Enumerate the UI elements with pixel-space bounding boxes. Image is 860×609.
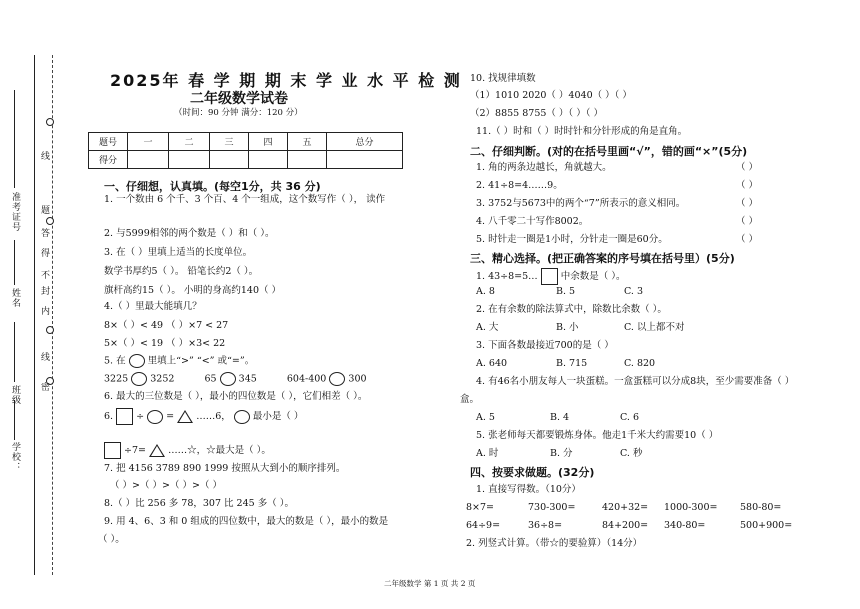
choice-2-option-c[interactable]: C. 以上都不对 [624, 322, 685, 333]
q5-prefix: 5. 在 [104, 355, 126, 367]
square-symbol [541, 268, 558, 285]
score-header: 题号 [89, 133, 128, 151]
choice-2: 2. 在有余数的除法算式中，除数比余数（ ）。 [476, 304, 667, 315]
name-label: 姓名 [10, 288, 20, 308]
question-4a: 8×（ ）< 49 （ ）×7 < 27 [104, 320, 229, 331]
judge-2: 2. 41÷8=4……9。 [476, 180, 563, 191]
question-2: 2. 与5999相邻的两个数是（ ）和（ ）。 [104, 228, 275, 239]
score-cell[interactable] [288, 151, 327, 169]
seal-char: 题 [39, 205, 49, 215]
choice-3: 3. 下面各数最接近700的是（ ） [476, 340, 614, 351]
question-10: 10. 找规律填数 [470, 73, 536, 84]
q5-num: 345 [238, 373, 257, 385]
seal-char: 线 [39, 352, 49, 362]
score-header: 五 [288, 133, 327, 151]
q5-num: 300 [348, 373, 367, 385]
seal-char: 不 [39, 270, 49, 280]
q6c-suffix: ……☆，☆最大是（ ）。 [168, 445, 271, 456]
question-10a: （1）1010 2020（ ）4040（ ）（ ） [470, 90, 632, 101]
choice-2-option-b[interactable]: B. 小 [556, 322, 579, 333]
section-4-heading: 四、按要求做题。(32分) [470, 466, 595, 479]
oval-symbol [147, 410, 163, 424]
seal-char: 封 [39, 286, 49, 296]
binding-hole [46, 118, 54, 126]
compare-oval[interactable] [131, 372, 147, 386]
class-label: 班级 [10, 385, 20, 405]
seal-char: 答 [39, 228, 49, 238]
judge-3-answer[interactable]: （ ） [736, 198, 759, 209]
q5-num: 65 [204, 373, 217, 385]
section-3-heading: 三、精心选择。(把正确答案的序号填在括号里）(5分) [470, 252, 735, 265]
judge-3: 3. 3752与5673中的两个“7”所表示的意义相同。 [476, 198, 686, 209]
score-row-label: 得分 [89, 151, 128, 169]
q5-suffix: 里填上“>” “<” 或“=”。 [147, 355, 255, 367]
calc-item: 730-300= [528, 502, 576, 513]
binding-hole [46, 326, 54, 334]
score-header: 三 [210, 133, 249, 151]
square-symbol [104, 442, 121, 459]
question-4: 4.（ ）里最大能填几？ [104, 301, 202, 312]
q6b-prefix: 6. [104, 411, 114, 422]
q6b-divide: ÷ [136, 411, 145, 422]
school-label: 学校： [10, 442, 20, 472]
c1-suffix: 中余数是（ ）。 [560, 271, 626, 282]
score-cell[interactable] [128, 151, 169, 169]
question-3: 3. 在（ ）里填上适当的长度单位。 [104, 247, 253, 258]
triangle-symbol [149, 444, 165, 457]
choice-3-option-a[interactable]: A. 640 [476, 358, 508, 369]
judge-4-answer[interactable]: （ ） [736, 216, 759, 227]
question-8: 8.（ ）比 256 多 78，307 比 245 多（ ）。 [104, 498, 294, 509]
choice-4-option-c[interactable]: C. 6 [620, 412, 640, 423]
question-5 [104, 354, 254, 368]
question-7a: （ ）>（ ）>（ ）>（ ） [110, 480, 222, 491]
exam-title: 2025年 春 学 期 期 末 学 业 水 平 检 测 [110, 71, 462, 90]
calc-item: 340-80= [664, 520, 706, 531]
question-3b: 旗杆高约15（ ）。 小明的身高约140（ ） [104, 285, 282, 296]
score-header: 总分 [327, 133, 403, 151]
choice-5: 5. 张老师每天都要锻炼身体。他走1千米大约需要10（ ） [476, 430, 719, 441]
calc-item: 420+32= [602, 502, 649, 513]
judge-5-answer[interactable]: （ ） [736, 234, 759, 245]
part-2-label: 2. 列竖式计算。（带☆的要验算）（14分） [466, 538, 643, 549]
choice-1 [476, 268, 626, 285]
score-cell[interactable] [327, 151, 403, 169]
choice-1-option-b[interactable]: B. 5 [556, 286, 576, 297]
judge-2-answer[interactable]: （ ） [736, 180, 759, 191]
question-10b: （2）8855 8755（ ）（ ）（ ） [470, 108, 603, 119]
oval-symbol [129, 354, 145, 368]
seal-char: 内 [39, 306, 49, 316]
choice-3-option-c[interactable]: C. 820 [624, 358, 656, 369]
score-header: 四 [249, 133, 288, 151]
score-header: 二 [169, 133, 210, 151]
question-9b: （ ）。 [98, 534, 125, 545]
exam-no-label: 准考证号 [10, 192, 20, 232]
question-9: 9. 用 4、6、3 和 0 组成的四位数中，最大的数是（ ），最小的数是 [104, 516, 389, 527]
choice-1-option-c[interactable]: C. 3 [624, 286, 644, 297]
choice-3-option-b[interactable]: B. 715 [556, 358, 588, 369]
calc-item: 580-80= [740, 502, 782, 513]
choice-5-option-b[interactable]: B. 分 [550, 448, 573, 459]
score-cell[interactable] [169, 151, 210, 169]
score-cell[interactable] [249, 151, 288, 169]
triangle-symbol [177, 410, 193, 423]
oval-symbol [234, 410, 250, 424]
question-6b [104, 408, 303, 425]
question-11: 11.（ ）时和（ ）时时针和分针形成的角是直角。 [476, 126, 688, 137]
calc-item: 8×7= [466, 502, 495, 513]
question-4b: 5×（ ）< 19 （ ）×3< 22 [104, 338, 226, 349]
exam-subtitle: 二年级数学试卷 [190, 91, 288, 107]
question-6c [104, 442, 271, 459]
choice-4-option-b[interactable]: B. 4 [550, 412, 570, 423]
judge-1: 1. 角的两条边越长，角就越大。 [476, 162, 612, 173]
compare-oval[interactable] [220, 372, 236, 386]
q6c-divide: ÷7= [124, 445, 146, 456]
choice-5-option-c[interactable]: C. 秒 [620, 448, 643, 459]
choice-2-option-a[interactable]: A. 大 [476, 322, 499, 333]
choice-4-option-a[interactable]: A. 5 [476, 412, 495, 423]
calc-item: 64÷9= [466, 520, 501, 531]
section-2-heading: 二、仔细判断。(对的在括号里画“√”，错的画“×”(5分) [470, 145, 748, 158]
choice-5-option-a[interactable]: A. 时 [476, 448, 499, 459]
seal-char: 密 [39, 382, 49, 392]
seal-char: 得 [39, 248, 49, 258]
judge-4: 4. 八千零二十写作8002。 [476, 216, 589, 227]
calc-item: 36÷8= [528, 520, 563, 531]
q5-num: 604-400 [286, 373, 327, 385]
judge-1-answer[interactable]: （ ） [736, 162, 759, 173]
choice-4: 4. 有46名小朋友每人一块蛋糕。一盒蛋糕可以分成8块，至少需要准备（ ） [476, 376, 795, 387]
section-1-heading: 一、仔细想，认真填。(每空1分，共 36 分) [104, 180, 321, 193]
calc-item: 84+200= [602, 520, 649, 531]
choice-4b: 盒。 [460, 394, 480, 405]
q6b-remainder: ……6， [196, 411, 231, 422]
page-footer: 二年级数学 第 1 页 共 2 页 [384, 579, 476, 588]
q5-num: 3252 [150, 373, 175, 385]
seal-char: 线 [39, 151, 49, 161]
question-3a: 数学书厚约5（ ）。 铅笔长约2（ ）。 [104, 266, 259, 277]
question-7: 7. 把 4156 3789 890 1999 按照从大到小的顺序排列。 [104, 463, 346, 474]
judge-5: 5. 时针走一圈是1小时，分针走一圈是60分。 [476, 234, 668, 245]
score-table [88, 132, 403, 169]
binding-hole [46, 217, 54, 225]
score-header: 一 [128, 133, 169, 151]
exam-time-info: （时间：90 分钟 满分：120 分） [174, 108, 303, 118]
score-cell[interactable] [210, 151, 249, 169]
question-6: 6. 最大的三位数是（ ），最小的四位数是（ ），它们相差（ ）。 [104, 391, 368, 402]
question-1: 1. 一个数由 6 个千、3 个百、4 个一组成，这个数写作（ ）， 读作 [104, 194, 386, 205]
choice-1-option-a[interactable]: A. 8 [476, 286, 495, 297]
compare-oval[interactable] [329, 372, 345, 386]
calc-item: 500+900= [740, 520, 793, 531]
c1-prefix: 1. 43÷8=5… [476, 271, 538, 282]
question-5-row [104, 372, 367, 386]
calc-item: 1000-300= [664, 502, 718, 513]
part-1-label: 1. 直接写得数。（10分） [476, 484, 581, 495]
q5-num: 3225 [104, 373, 129, 385]
square-symbol [116, 408, 133, 425]
q6b-suffix: 最小是（ ） [252, 411, 304, 422]
q6b-equals: = [166, 411, 175, 422]
